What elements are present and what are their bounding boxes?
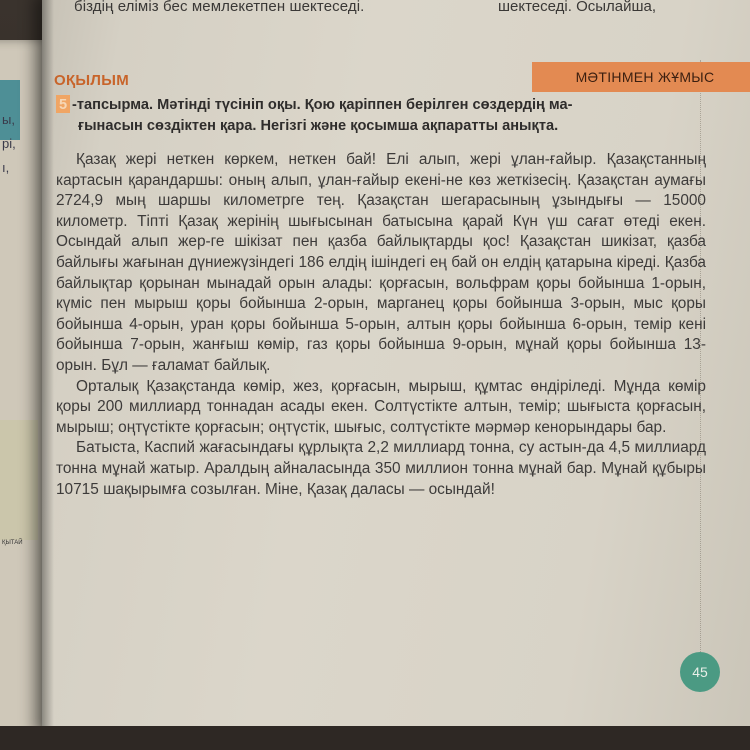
page-spine-shadow [42,0,54,750]
paragraph: Батыста, Каспий жағасындағы құрлықта 2,2 миллиард тонна, су астын-да 4,5 миллиард тонна мұнай жатыр. Аралдың айналасында 350 миллион тонна мұнай бар. Мұнай құбыры 10715 шақырымға созылған. Міне, Қазақ даласы — осындай! [56,439,706,498]
page-number-badge: 45 [680,652,720,692]
task-number: 5 [56,95,70,113]
left-page-fragment: рі, [2,136,16,151]
map-label: ҚЫТАЙ [2,540,23,546]
section-title: ОҚЫЛЫМ [54,72,130,89]
left-page-fragment: ы, [2,112,15,127]
left-page-fragment: ı, [2,160,10,175]
map-fragment [0,420,38,540]
previous-text-line: біздің еліміз бес мемлекетпен шектеседі. [74,0,365,15]
paragraph: Қазақ жері неткен көркем, неткен бай! Елі алып, жері ұлан-ғайыр. Қазақстанның картасын қарандаршы: оның алып, ұлан-ғайыр екені-не көз жеткізесің. Қазақстан аумағы 2724,9 мың шаршы километрге тең. Қазақстан шегарасының ұзындығы — 15000 километр. Тіпті Қазақ жерінің шығысынан батысына қарай Күн үш сағат өтеді екен. Осындай алып жер-ге шікізат пен қазба байлықтарды қос! Қазақстан шикізат, қазба байлығы жағынан дүниежүзіндегі 186 елдің ішіндегі ең бай он елдің қатарына кіреді. Қазба байлықтар қорынан мынадай орын алады: қорғасын, вольфрам қоры бойынша 1-орын, күміс пен мырыш қоры бойынша 2-орын, марганец қоры бойынша 3-орын, мыс қоры бойынша 4-орын, уран қоры бойынша 5-орын, алтын қоры бойынша 6-орын, темір кені бойынша 7-орын, жанғыш көмір, газ қоры бойынша 9-орын, мұнай қоры бойынша 13-орын. Бұл — ғаламат байлық. [56,151,706,374]
table-surface [0,726,750,750]
paragraph: Орталық Қазақстанда көмір, жез, қорғасын, мырыш, құмтас өндіріледі. Мұнда көмір қоры 200 миллиард тоннадан асады екен. Солтүстікте алтын, темір; шығыста қорғасын, мырыш; оңтүстікте қорғасын; оңтүстік, шығыс, солтүстікте мәрмәр кенорындары бар. [56,377,706,436]
reading-text [56,150,706,500]
task-line-1: -тапсырма. Мәтінді түсініп оқы. Қою қаріппен берілген сөздердің ма- [72,97,573,113]
task-line-2: ғынасын сөздіктен қара. Негізгі және қосымша ақпаратты анықта. [78,117,559,134]
previous-text-line-right: шектеседі. Осылайша, [498,0,657,15]
task-instruction [56,95,706,136]
section-tag: МӘТІНМЕН ЖҰМЫС [532,62,750,92]
teal-margin-bar [0,80,20,140]
